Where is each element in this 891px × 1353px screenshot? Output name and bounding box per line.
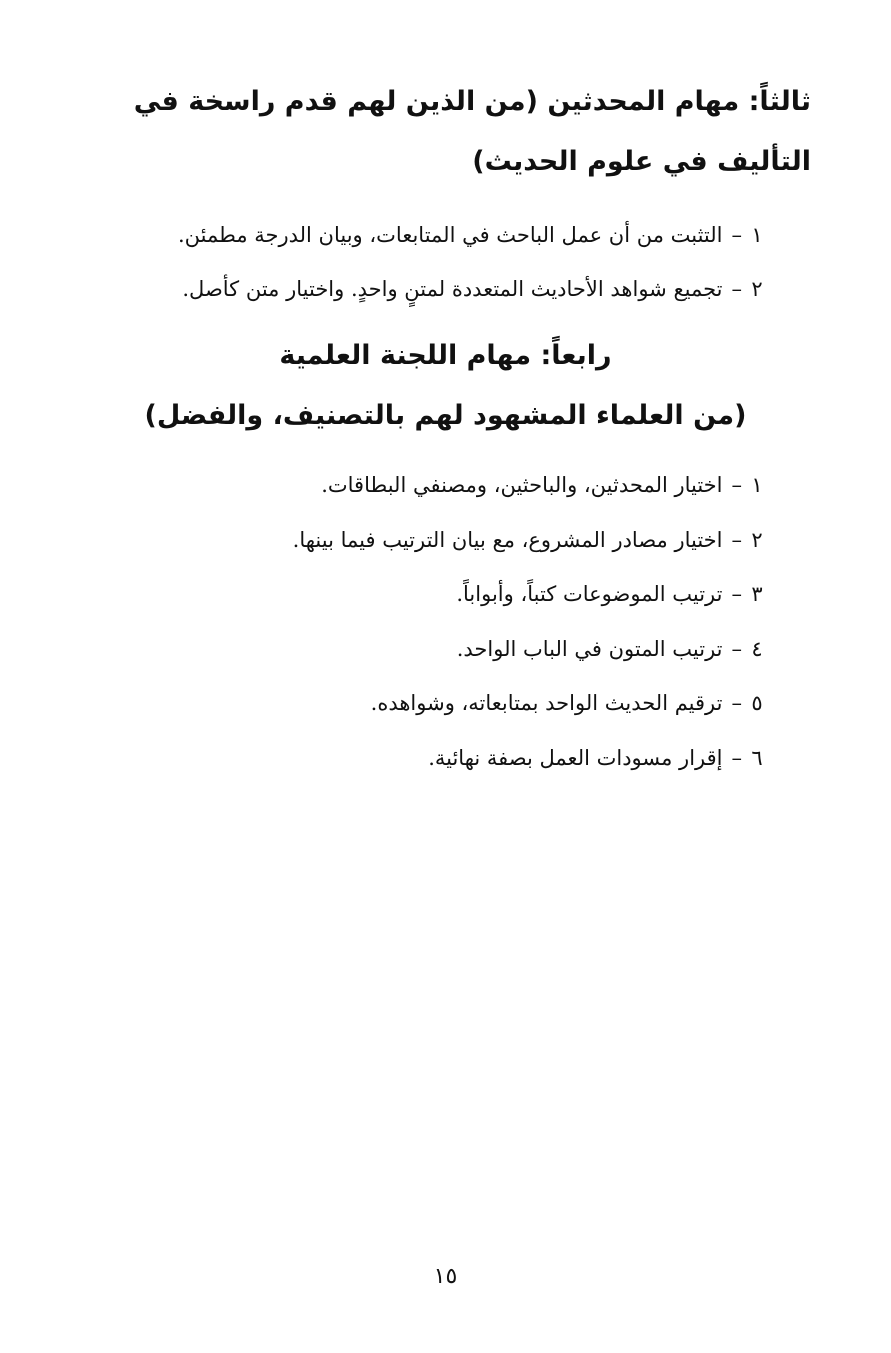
item-text: اختيار المحدثين، والباحثين، ومصنفي البطاقات. (321, 473, 723, 497)
item-separator: – (731, 277, 742, 301)
list-item (83, 731, 763, 786)
section-four-subheading: (من العلماء المشهود لهم بالتصنيف، والفضل) (144, 400, 747, 431)
item-number: ٢ (751, 277, 763, 301)
item-text: اختيار مصادر المشروع، مع بيان الترتيب فيما بينها. (292, 527, 723, 552)
item-number: ٦ (751, 745, 763, 770)
list-item (83, 262, 763, 316)
list-item (83, 458, 763, 513)
item-number: ٥ (751, 691, 763, 715)
item-text: ترتيب المتون في الباب الواحد. (456, 636, 723, 661)
item-separator: – (731, 691, 742, 715)
item-separator: – (731, 473, 742, 497)
list-item (83, 567, 763, 622)
list-item (83, 676, 763, 731)
item-number: ٣ (751, 582, 763, 606)
item-separator: – (731, 527, 742, 552)
item-number: ١ (751, 223, 763, 247)
list-item (83, 513, 763, 568)
item-text: تجميع شواهد الأحاديث المتعددة لمتنٍ واحدٍ. واختيار متن كأصل. (182, 277, 723, 301)
section-four-list (83, 458, 763, 785)
item-separator: – (731, 582, 742, 606)
item-separator: – (731, 636, 742, 661)
item-text: ترقيم الحديث الواحد بمتابعاته، وشواهده. (370, 691, 723, 715)
section-three-list (83, 208, 763, 316)
item-text: التثبت من أن عمل الباحث في المتابعات، وبيان الدرجة مطمئن. (177, 223, 723, 247)
page-number: ١٥ (433, 1264, 458, 1289)
item-number: ١ (751, 473, 763, 497)
section-four-heading: رابعاً: مهام اللجنة العلمية (279, 340, 612, 371)
list-item (83, 622, 763, 677)
section-three-heading: ثالثاً: مهام المحدثين (من الذين لهم قدم راسخة في التأليف في علوم الحديث) (133, 86, 811, 177)
item-number: ٤ (751, 636, 763, 661)
item-separator: – (731, 745, 742, 770)
list-item (83, 208, 763, 262)
item-text: ترتيب الموضوعات كتباً، وأبواباً. (456, 582, 723, 606)
item-number: ٢ (751, 527, 763, 552)
item-separator: – (731, 223, 742, 247)
item-text: إقرار مسودات العمل بصفة نهائية. (428, 745, 723, 770)
